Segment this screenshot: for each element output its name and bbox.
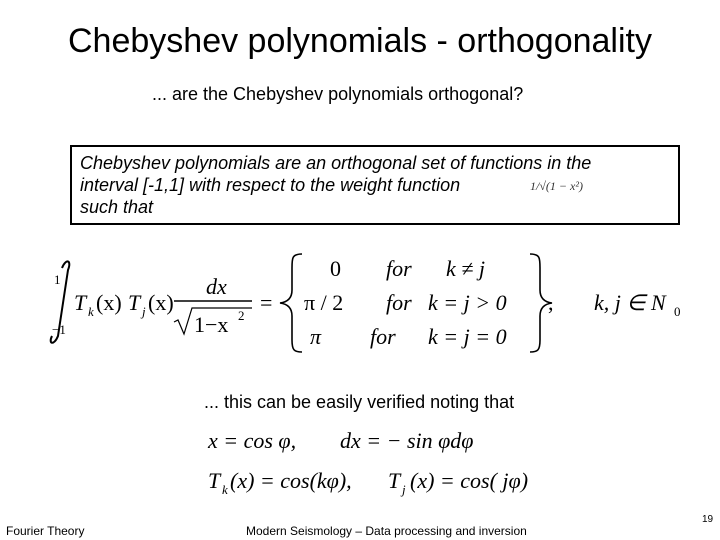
integral-upper: 1 — [54, 272, 61, 287]
verify-line-2b-rest: (x) = cos( jφ) — [410, 468, 529, 493]
verify-line-2a-sub: k — [222, 482, 228, 497]
slide-title: Chebyshev polynomials - orthogonality — [68, 22, 652, 60]
case-2-condition: k = j > 0 — [428, 290, 507, 315]
definition-line-1: Chebyshev polynomials are an orthogonal set of functions in the — [80, 153, 592, 173]
verify-line-1a: x = cos φ, — [208, 428, 297, 453]
definition-line-2: interval [-1,1] with respect to the weight function — [80, 175, 461, 195]
index-domain: k, j ∈ N — [594, 290, 666, 315]
equals-sign: = — [260, 290, 273, 315]
index-domain-sub: 0 — [674, 304, 681, 319]
fraction-denominator: 1−x — [194, 312, 229, 337]
t-k: T — [74, 290, 87, 315]
orthogonality-equation — [48, 248, 688, 358]
fraction-square: 2 — [238, 308, 245, 323]
weight-function: 1/√(1 − x²) — [530, 179, 583, 193]
slide-subtitle: ... are the Chebyshev polynomials orthogonal? — [152, 84, 524, 104]
case-2-value: π / 2 — [304, 290, 344, 315]
case-3-condition: k = j = 0 — [428, 324, 507, 349]
footer-course: Fourier Theory — [6, 524, 85, 538]
verify-line-2a-t: T — [208, 468, 221, 493]
t-j: T — [128, 290, 141, 315]
case-1-condition: k ≠ j — [446, 256, 485, 281]
case-3-value: π — [310, 324, 322, 349]
case-1-for: for — [386, 256, 412, 281]
verify-line-2a-rest: (x) = cos(kφ), — [230, 468, 352, 493]
verification-note: ... this can be easily verified noting that — [204, 392, 515, 412]
verification-equations — [200, 420, 560, 500]
definition-box — [70, 145, 680, 225]
integral-lower: −1 — [52, 322, 66, 337]
verify-line-2b-t: T — [388, 468, 401, 493]
fraction-numerator: dx — [206, 274, 227, 299]
case-2-for: for — [386, 290, 412, 315]
t-j-sub: j — [142, 304, 146, 319]
t-k-arg: (x) — [96, 290, 122, 315]
equation-comma: , — [548, 290, 554, 315]
case-1-value: 0 — [330, 256, 341, 281]
case-3-for: for — [370, 324, 396, 349]
footer-title: Modern Seismology – Data processing and inversion — [246, 524, 527, 538]
t-k-sub: k — [88, 304, 94, 319]
page-number: 19 — [702, 514, 714, 525]
t-j-arg: (x) — [148, 290, 174, 315]
verify-line-1b: dx = − sin φdφ — [340, 428, 474, 453]
verify-line-2b-sub: j — [402, 482, 406, 497]
definition-line-3: such that — [80, 197, 154, 217]
